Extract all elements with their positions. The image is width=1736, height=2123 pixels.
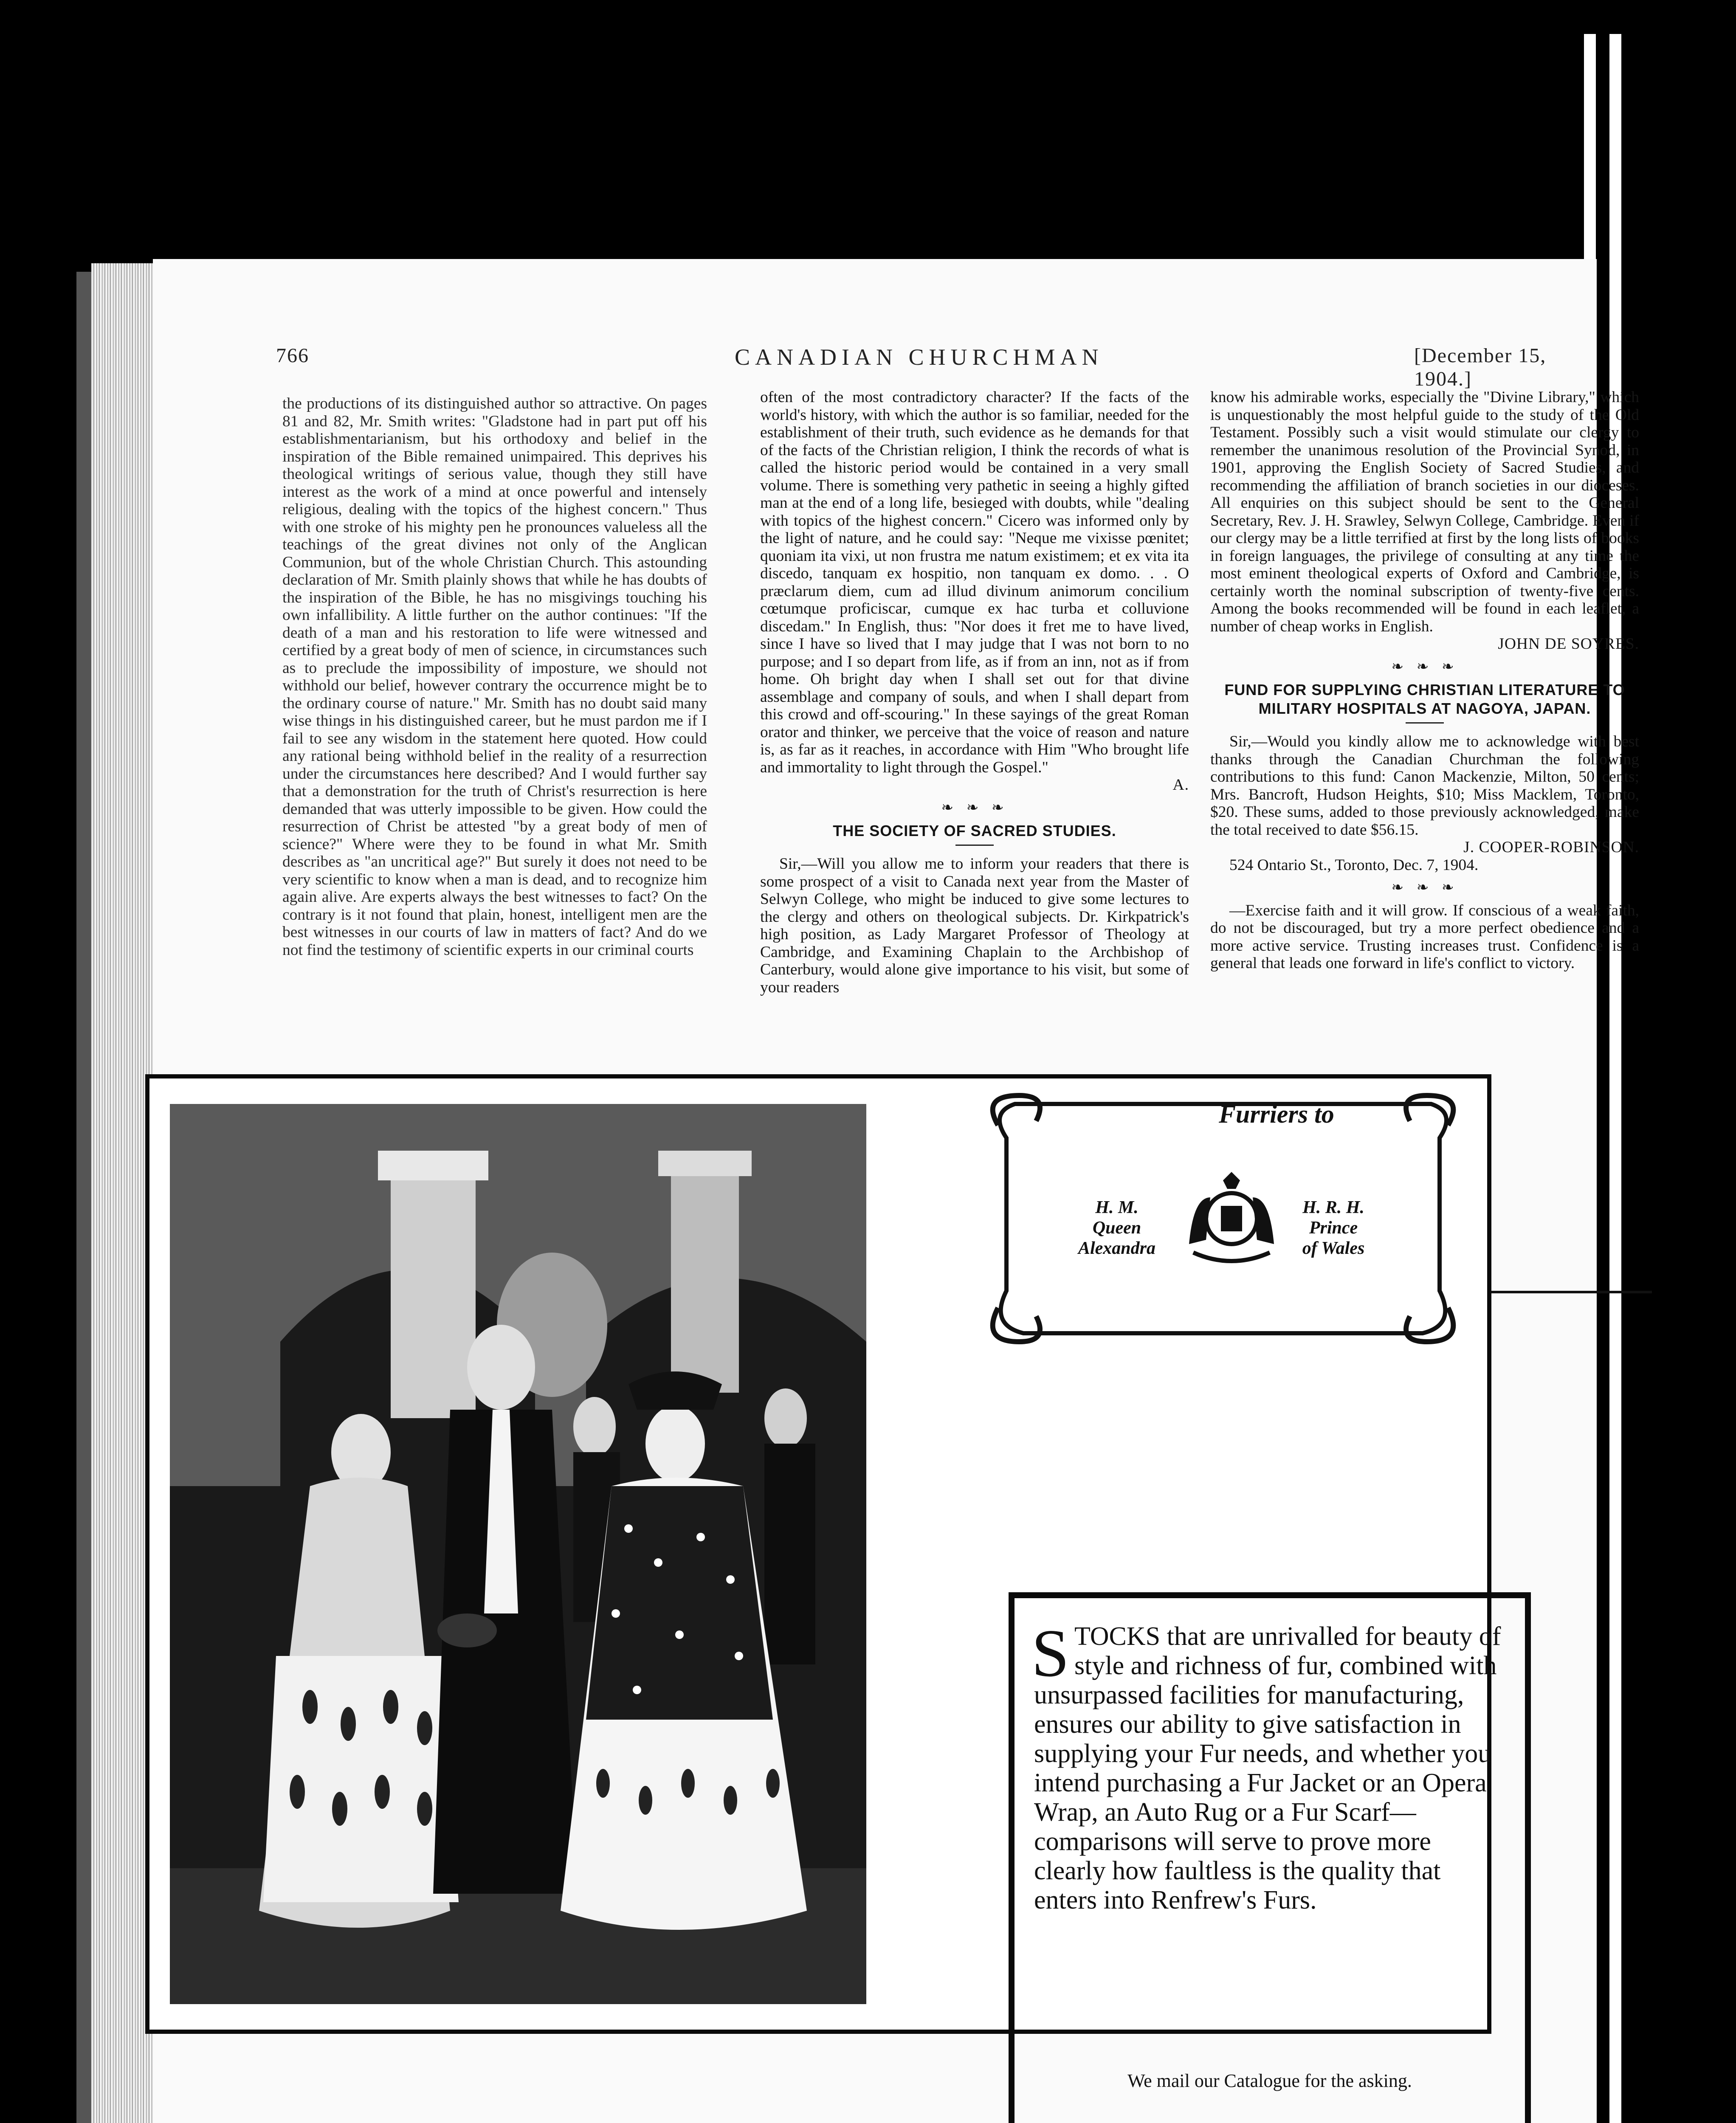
book-spine-shadow — [76, 272, 93, 2123]
warrant-line: Prince — [1309, 1218, 1358, 1238]
article-paragraph: often of the most contradictory character? If the facts of the world's history, with which the author is so familiar, needed for the establishment of their truth, such evidence as he demands for that of the facts of the Christian religion, I think the records of what is called the historic period would be contained in a very small volume. There is something very pathetic in seeing a highly gifted man at the end of a long life, besieged with doubts, while "dealing with topics of the highest concern." Cicero was informed only by the light of nature, and he could say: "Neque me vixisse pœnitet; quoniam ita vixi, ut non frustra me natum existimem; et ex vita ita discedo, tanquam ex hospitio, non tanquam ex domo. . . O præclarum diem, cum ad illud divinum animorum concilium cœtumque proficiscar, cumque ex hac turba et colluvione discedam." In English, thus: "Nor does it fret me to have lived, since I have so lived that I may judge that I was not born to no purpose; and I so depart from life, as if from an inn, not as if from home. Oh bright day when I shall set out for that divine assemblage and company of souls, and when I shall depart from this crowd and off-scouring." In these sayings of the great Roman orator and thinker, we perceive that the voice of reason and nature is, as far as it reaches, in accordance with Him "Who brought life and immortality to light through the Gospel." — [760, 389, 1189, 776]
royal-warrant-prince — [1291, 1197, 1376, 1259]
warrant-line: of Wales — [1302, 1239, 1365, 1258]
column-3 — [1210, 389, 1639, 972]
section-ornament: ❧ ❧ ❧ — [941, 799, 1008, 816]
letter-signature: JOHN DE SOYRES. — [1498, 635, 1639, 653]
warrant-line: H. M. — [1095, 1198, 1139, 1217]
letter-paragraph: know his admirable works, especially the "Divine Library," which is unquestionably the most helpful guide to the study of the Old Testament. Possibly such a visit would stimulate our clergy to remember the unanimous resolution of the Provincial Synod, in 1901, approving the English Society of Sacred Studies, and recommending the affiliation of branch societies in our dioceses. All enquiries on this subject should be sent to the General Secretary, Rev. J. H. Srawley, Selwyn College, Cambridge. Even if our clergy may be a little terrified at first by the long lists of books in foreign languages, the privilege of consulting at any time the most eminent theological experts of Oxford and Cambridge, is certainly worth the nominal subscription of twenty-five cents. Among the books recommended will be found in each leaflet, a number of cheap works in English. — [1210, 389, 1639, 635]
column-2 — [760, 389, 1189, 996]
warrant-line: H. R. H. — [1302, 1198, 1364, 1217]
masthead: CANADIAN CHURCHMAN — [735, 344, 1104, 370]
section-ornament: ❧ ❧ ❧ — [1391, 879, 1458, 896]
letter-address: 524 Ontario St., Toronto, Dec. 7, 1904. — [1229, 856, 1479, 874]
warrant-line: Alexandra — [1078, 1239, 1156, 1258]
heading-rule — [1406, 722, 1444, 724]
section-heading: FUND FOR SUPPLYING CHRISTIAN LITERATURE TO MILITARY HOSPITALS AT NAGOYA, JAPAN. — [1224, 681, 1625, 717]
filler-paragraph: —Exercise faith and it will grow. If conscious of a weak faith, do not be discouraged, but try a more perfect obedience and a more active service. Trusting increases trust. Confidence is a general that leads one forward in life's conflict to victory. — [1210, 901, 1639, 972]
column-1 — [282, 395, 707, 959]
article-paragraph: the productions of its distinguished author so attractive. On pages 81 and 82, Mr. Smith writes: "Gladstone had in part put off his establishmentarianism, but his orthodoxy and belief in the inspiration of the Bible remained unimpaired. This deprives his theological writings of serious value, though they still have interest as the work of a mind at once powerful and intensely religious, dealing with the topics of the highest concern." Thus with one stroke of his mighty pen he pronounces valueless all the teachings of the great divines not only of the Anglican Communion, but of the whole Christian Church. This astounding declaration of Mr. Smith plainly shows that while he has doubts of the inspiration of the Bible, he has no misgivings touching his own infallibility. A little further on the author continues: "If the death of a man and his restoration to life were witnessed and certified by a great body of men of science, in circumstances such as to preclude the impossibility of imposture, we should not withhold our belief, however contrary the occurrence might be to the ordinary course of nature." Mr. Smith has no doubt said many wise things in his distinguished career, but he must pardon me if I fail to see any wisdom in the statement here quoted. How could any rational being withhold belief in the reality of a resurrection under the circumstances here described? And I would further say that a demonstration for the truth of Christ's resurrection is here demanded that was utterly impossible to be given. How could the resurrection of Christ be attested "by a great body of men of science?" Where were they to be found in what Mr. Smith describes as "an uncritical age?" But surely it does not need to be very scientific to know when a man is dead, and to recognize him again alive. Are experts always the best witnesses to fact? On the contrary is it not found that plain, honest, intelligent men are the best witnesses in our courts of law in matters of fact? And do we not find the testimony of scientific experts in our criminal courts — [282, 395, 707, 959]
heading-rule — [955, 845, 994, 846]
ad-copy-box — [1009, 1592, 1535, 2123]
fashion-illustration — [170, 1104, 866, 2004]
section-ornament: ❧ ❧ ❧ — [1391, 658, 1458, 675]
warrant-line: Queen — [1092, 1218, 1141, 1238]
issue-date: [December 15, 1904.] — [1414, 344, 1547, 390]
ad-copy — [1031, 1615, 1505, 1915]
drop-cap: S — [1031, 1615, 1069, 1691]
royal-crest-icon — [1181, 1172, 1282, 1270]
letter-paragraph: Sir,—Would you kindly allow me to acknowledge with best thanks through the Canadian Churchman the following contributions to this fund: Canon Mackenzie, Milton, 50 cents; Mrs. Bancroft, Hudson Heights, $10; Miss Macklem, Toronto, $20. These sums, added to those previously acknowledged, make the total received to date $56.15. — [1210, 733, 1639, 839]
catalogue-note: We mail our Catalogue for the asking. — [1127, 2070, 1412, 2091]
furriers-title: Furriers to — [1219, 1100, 1334, 1128]
ad-copy-text: TOCKS that are unrivalled for beauty of style and richness of fur, combined with unsurpassed facilities for manufacturing, ensures our ability to give satisfaction in supplying your Fur needs, and whether you intend purchasing a Fur Jacket or an Opera Wrap, an Auto Rug or a Fur Scarf—comparisons will serve to prove more clearly how faultless is the quality that enters into Renfrew's Furs. — [1034, 1622, 1501, 1915]
royal-warrant-panel — [981, 1087, 1465, 1359]
evening-wear-figures — [170, 1104, 866, 2004]
royal-warrant-queen — [1074, 1197, 1159, 1259]
page-number: 766 — [276, 344, 309, 367]
section-heading: THE SOCIETY OF SACRED STUDIES. — [833, 822, 1116, 839]
letter-paragraph: Sir,—Will you allow me to inform your readers that there is some prospect of a visit to Canada next year from the Master of Selwyn College, who might be induced to give some lectures to the clergy and others on theological subjects. Dr. Kirkpatrick's high position, as Lady Margaret Professor of Theology at Cambridge, and Examining Chaplain to the Archbishop of Canterbury, would alone give importance to his visit, but some of your readers — [760, 855, 1189, 996]
letter-signature: A. — [1172, 776, 1189, 794]
letter-signature: J. COOPER-ROBINSON. — [1463, 839, 1639, 856]
